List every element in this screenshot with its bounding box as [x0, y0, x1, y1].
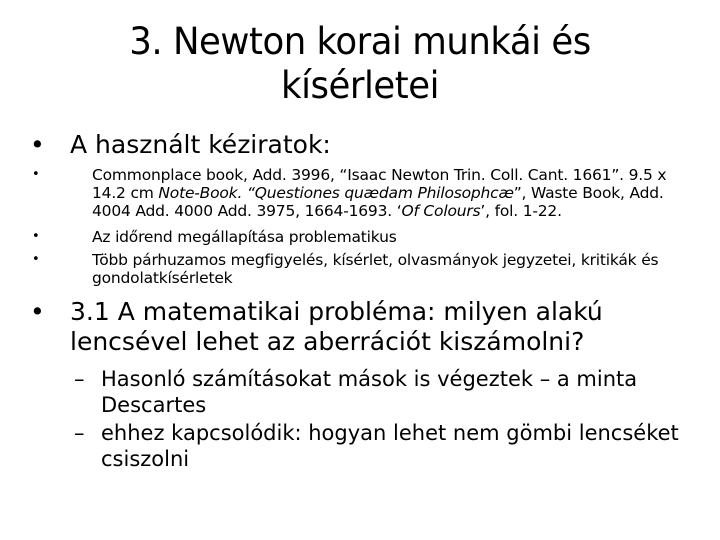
bullet-math-problem	[30, 297, 690, 357]
bullet-icon: •	[32, 167, 40, 182]
title-line-2: kísérletei	[281, 64, 439, 107]
dash-item-descartes	[74, 366, 694, 418]
dash-icon: –	[74, 367, 85, 391]
sub-item-text: Az időrend megállapítása problematikus	[92, 228, 397, 246]
title-line-1: 3. Newton korai munkái és	[129, 20, 591, 63]
bullet-icon: •	[32, 252, 40, 267]
sub-item-notebooks	[30, 166, 690, 220]
dash-item-text: ehhez kapcsolódik: hogyan lehet nem gömbi lencséket csiszolni	[101, 421, 679, 471]
sub-item-text: Több párhuzamos megfigyelés, kísérlet, olvasmányok jegyzetei, kritikák és gondolatkísérletek	[92, 251, 659, 287]
bullet-text: A használt kéziratok:	[70, 130, 331, 159]
sub-item-parallel	[30, 251, 690, 287]
bullet-manuscripts	[30, 130, 690, 160]
dash-icon: –	[74, 421, 85, 445]
sub-item-chronology	[30, 228, 690, 246]
dash-item-lenses	[74, 420, 694, 472]
dash-item-text: Hasonló számításokat mások is végeztek – a minta Descartes	[101, 367, 638, 417]
sub-item-text: Commonplace book, Add. 3996, “Isaac Newton Trin. Coll. Cant. 1661”. 9.5 x 14.2 cm Note-Book. “Questiones quædam Philosophcæ”, Waste Book, Add. 4004 Add. 4000 Add. 3975, 1664-1693. ‘Of Colours’, fol. 1-22.	[92, 166, 667, 220]
bullet-text: 3.1 A matematikai probléma: milyen alakú lencsével lehet az aberrációt kiszámolni?	[70, 297, 603, 356]
slide-title	[72, 20, 648, 108]
bullet-icon: •	[30, 297, 45, 326]
bullet-icon: •	[32, 229, 40, 244]
bullet-icon: •	[30, 130, 45, 159]
